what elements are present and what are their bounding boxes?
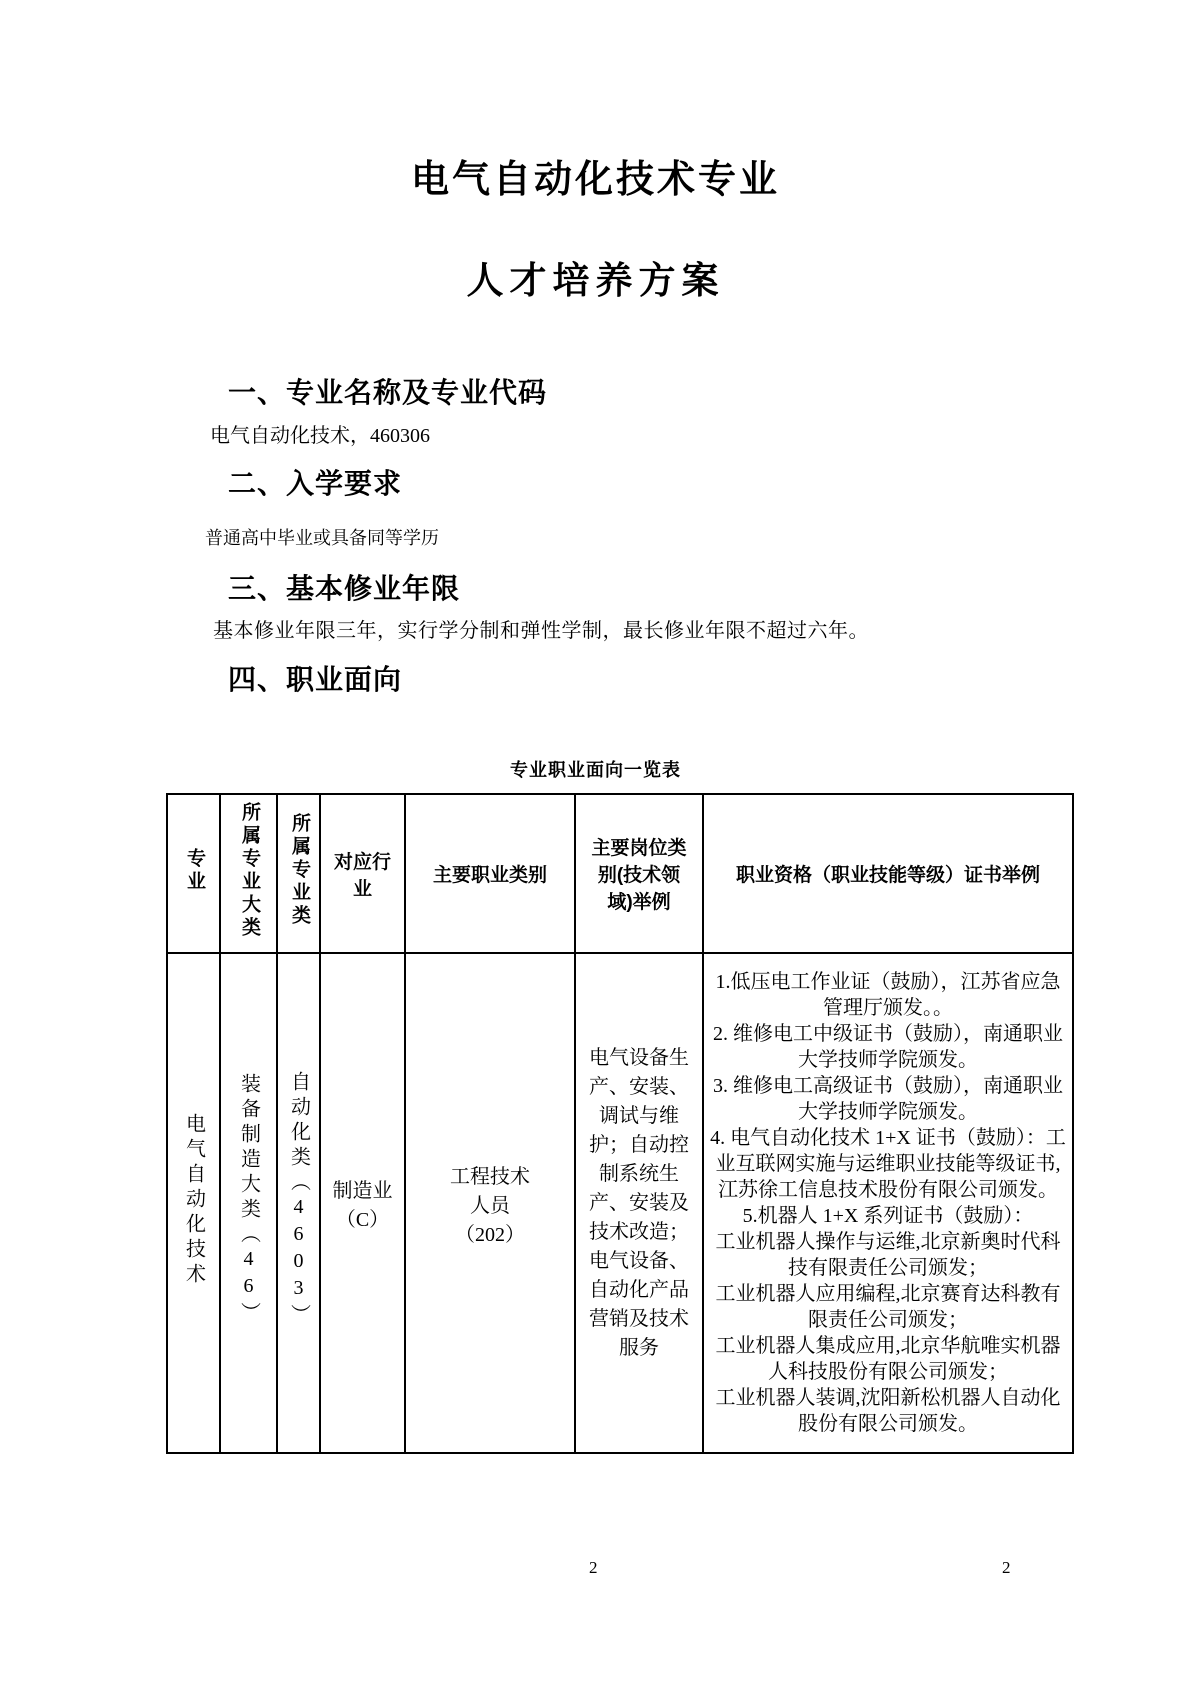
certificate-line: 3. 维修电工高级证书（鼓励），南通职业大学技师学院颁发。 <box>713 1075 1063 1123</box>
section-body-major-name-code: 电气自动化技术，460306 <box>210 425 430 447</box>
cell-position-examples: 电气设备生产、安装、调试与维护；自动控制系统生产、安装及技术改造；电气设备、自动化产品营销及技术服务 <box>575 953 703 1453</box>
col-header-industry: 对应行业 <box>320 794 405 953</box>
document-title: 电气自动化技术专业 <box>410 159 780 201</box>
cell-major-class: 自动化类（4603） <box>277 953 320 1453</box>
cell-major-category: 装备制造大类（46） <box>220 953 277 1453</box>
occupation-orientation-table <box>166 793 1074 1454</box>
section-heading-admission-requirements: 二、入学要求 <box>228 468 403 499</box>
section-heading-study-duration: 三、基本修业年限 <box>228 573 461 604</box>
certificate-line: 5.机器人 1+X 系列证书（鼓励）： <box>742 1205 1034 1227</box>
certificate-line: 2. 维修电工中级证书（鼓励），南通职业大学技师学院颁发。 <box>713 1023 1063 1071</box>
table-caption: 专业职业面向一览表 <box>510 760 681 780</box>
footer-page-number-right: 2 <box>1002 1558 1011 1577</box>
col-header-occupation-category: 主要职业类别 <box>405 794 575 953</box>
cell-occupation-category: 工程技术人员（202） <box>405 953 575 1453</box>
certificate-line: 工业机器人集成应用,北京华航唯实机器人科技股份有限公司颁发； <box>715 1335 1061 1383</box>
section-body-study-duration: 基本修业年限三年，实行学分制和弹性学制，最长修业年限不超过六年。 <box>213 620 869 642</box>
certificate-line: 4. 电气自动化技术 1+X 证书（鼓励）：工业互联网实施与运维职业技能等级证书,江苏徐工信息技术股份有限公司颁发。 <box>710 1127 1066 1201</box>
col-header-major: 专业 <box>167 794 220 953</box>
section-body-admission-requirements: 普通高中毕业或具备同等学历 <box>205 528 439 548</box>
certificate-line: 工业机器人操作与运维,北京新奥时代科技有限责任公司颁发； <box>715 1231 1061 1279</box>
cell-major: 电气自动化技术 <box>167 953 220 1453</box>
cell-industry: 制造业（C） <box>320 953 405 1453</box>
cell-certificates <box>703 953 1073 1453</box>
certificate-line: 1.低压电工作业证（鼓励），江苏省应急管理厅颁发。。 <box>715 971 1061 1019</box>
section-heading-major-name-code: 一、专业名称及专业代码 <box>228 377 548 408</box>
document-subtitle: 人才培养方案 <box>466 260 725 301</box>
col-header-certificates: 职业资格（职业技能等级）证书举例 <box>703 794 1073 953</box>
footer-page-number-center: 2 <box>589 1558 598 1577</box>
col-header-major-category: 所属专业大类 <box>220 794 277 953</box>
certificate-line: 工业机器人应用编程,北京赛育达科教有限责任公司颁发； <box>715 1283 1061 1331</box>
col-header-major-class: 所属专业类 <box>277 794 320 953</box>
table-data-row <box>167 953 1073 1453</box>
col-header-position-examples: 主要岗位类别(技术领域)举例 <box>575 794 703 953</box>
section-heading-career-orientation: 四、职业面向 <box>228 664 403 695</box>
table-header-row <box>167 794 1073 953</box>
certificate-line: 工业机器人装调,沈阳新松机器人自动化股份有限公司颁发。 <box>715 1387 1061 1435</box>
